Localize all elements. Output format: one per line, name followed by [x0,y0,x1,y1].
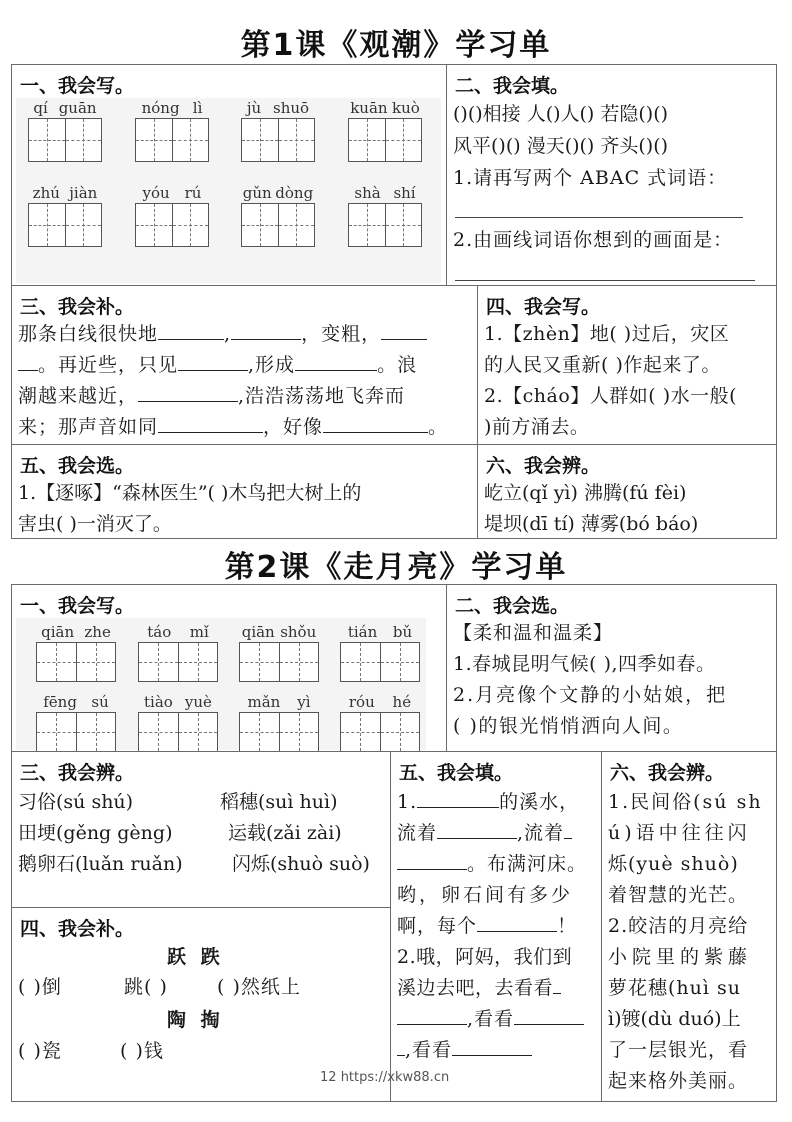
pinyin-word-box[interactable]: tián bǔ [340,622,420,682]
pinyin-word-box[interactable]: róu hé [340,692,420,752]
pinyin-word-box[interactable]: mǎn yì [239,692,319,752]
l1-section-write [11,64,447,286]
passage-line: ,看看 [397,1004,584,1035]
pinyin-choice[interactable]: 习俗(sú shú) [18,791,134,813]
source-url: https://xkw88.cn [340,1070,450,1085]
question-line[interactable]: 害虫( )一消灭了。 [18,513,172,535]
section-header: 五、我会选。 [20,455,135,477]
fill-blank[interactable] [553,974,561,994]
pinyin-word-box[interactable]: yóu rú [135,183,209,247]
pinyin-choice[interactable]: 稻穗(suì huì) [220,791,338,813]
passage-line: 2.哦，阿妈，我们到 [397,946,573,968]
answer-line[interactable] [455,217,743,218]
section-header: 五、我会填。 [399,762,514,784]
question-line: 2.月亮像个文静的小姑娘，把 [453,684,728,706]
fill-blank[interactable] [397,850,467,870]
pinyin-word-box[interactable]: jù shuō [241,98,315,162]
pinyin-word-box[interactable]: qiān zhe [36,622,116,682]
section-header: 一、我会写。 [20,75,135,97]
fill-item[interactable]: ( )钱 [120,1040,164,1062]
fill-item[interactable]: ( )倒 [18,976,62,998]
pinyin-word-box[interactable]: fēng sú [36,692,116,752]
question-line[interactable]: )前方涌去。 [484,416,590,438]
fill-blank[interactable] [564,819,572,839]
passage-line[interactable]: 烁(yuè shuò) [608,853,739,875]
passage-line: 哟，卵石间有多少 [397,884,574,906]
fill-blank[interactable] [397,1036,405,1056]
question-line[interactable]: 2.【cháo】人群如( )水一般( [484,385,738,407]
fill-blank[interactable] [158,320,224,340]
passage-line: 流着 ,流着 [397,818,572,849]
passage-line: 起来格外美丽。 [608,1070,749,1092]
l1-section-distinguish [477,444,777,539]
question-line[interactable]: ( )的银光悄悄洒向人间。 [453,715,684,737]
passage-line: 那条白线很快地 , ，变粗， [18,319,427,350]
section-header: 二、我会选。 [455,595,570,617]
idiom-fill-line[interactable]: ()()相接 人()人() 若隐()() [453,103,669,125]
passage-line: 潮越来越近， ,浩浩荡荡地飞奔而 [18,381,405,412]
l1-section-choose [11,444,478,539]
char-pair: 跃 跌 [167,946,224,968]
passage-line: 着智慧的光芒。 [608,884,749,906]
fill-item[interactable]: 跳( ) [124,976,168,998]
fill-item[interactable]: ( )然纸上 [217,976,301,998]
fill-blank[interactable] [295,351,377,371]
pinyin-choice[interactable]: 田埂(gěng gèng) [18,822,173,844]
pinyin-word-box[interactable]: zhú jiàn [28,183,102,247]
passage-line: 溪边去吧，去看看 [397,973,561,1004]
section-header: 四、我会补。 [20,918,135,940]
pinyin-choice[interactable]: 闪烁(shuò suò) [232,853,370,875]
fill-blank[interactable] [452,1036,532,1056]
fill-blank[interactable] [323,413,428,433]
page-footer [320,1070,449,1085]
section-header: 六、我会辨。 [610,762,725,784]
fill-blank[interactable] [477,912,557,932]
pinyin-word-box[interactable]: qí guān [28,98,102,162]
fill-blank[interactable] [138,382,238,402]
fill-blank[interactable] [381,320,427,340]
fill-blank[interactable] [18,351,38,371]
question-line[interactable]: 的人民又重新( )作起来了。 [484,354,721,376]
idiom-fill-line[interactable]: 风平()() 漫天()() 齐头()() [453,135,669,157]
passage-line: ,看看 [397,1035,532,1066]
pinyin-word-box[interactable]: tiào yuè [138,692,218,752]
passage-line[interactable]: 萝花穗(huì su [608,977,741,999]
fill-blank[interactable] [514,1005,584,1025]
pinyin-choice[interactable]: 鹅卵石(luǎn ruǎn) [18,853,183,875]
answer-line[interactable] [455,280,755,281]
fill-blank[interactable] [178,351,248,371]
fill-blank[interactable] [437,819,517,839]
fill-item[interactable]: ( )瓷 [18,1040,62,1062]
pinyin-word-box[interactable]: qiān shǒu [239,622,319,682]
fill-blank[interactable] [158,413,263,433]
fill-blank[interactable] [417,788,499,808]
passage-line[interactable]: 1.民间俗(sú sh [608,791,763,813]
l1-section-write-chars [477,285,777,445]
page-number: 12 [320,1070,337,1085]
lesson2-title: 第2课《走月亮》学习单 [224,550,568,585]
question-text: 1.请再写两个 ABAC 式词语： [453,167,728,189]
fill-blank[interactable] [397,1005,467,1025]
passage-line: 2.皎洁的月亮给 [608,915,749,937]
char-pair: 陶 掏 [167,1009,224,1031]
pinyin-choice-line[interactable]: 堤坝(dī tí) 薄雾(bó báo) [484,513,699,535]
pinyin-word-box[interactable]: shà shí [348,183,422,247]
pinyin-word-box[interactable]: kuān kuò [348,98,422,162]
question-line[interactable]: 1.【逐啄】“森林医生”( )木鸟把大树上的 [18,482,362,504]
passage-line: 。再近些，只见 ,形成 。浪 [18,350,417,381]
passage-line: 1. 的溪水， [397,787,579,818]
pinyin-choice[interactable]: 运载(zǎi zài) [228,822,342,844]
section-header: 三、我会辨。 [20,762,135,784]
l2-section-distinguish [11,751,391,908]
section-header: 三、我会补。 [20,296,135,318]
lesson1-title: 第1课《观潮》学习单 [240,28,552,63]
passage-line[interactable]: ú)语中往往闪 [608,822,751,844]
pinyin-choice-line[interactable]: 屹立(qǐ yì) 沸腾(fú fèi) [484,482,687,504]
word-options: 【柔和温和温柔】 [453,622,614,644]
l2-section-choose [446,584,777,752]
pinyin-word-box[interactable]: táo mǐ [138,622,218,682]
section-header: 二、我会填。 [455,75,570,97]
question-text: 2.由画线词语你想到的画面是： [453,229,734,251]
l1-section-fill [446,64,777,286]
l1-section-supplement [11,285,478,445]
l2-section-fill [390,751,602,1102]
question-line[interactable]: 1.【zhèn】地( )过后，灾区 [484,323,730,345]
passage-line[interactable]: ì)镀(dù duó)上 [608,1008,741,1030]
passage-line: 来；那声音如同 ，好像 。 [18,412,448,443]
l2-section-distinguish-2 [601,751,777,1102]
section-header: 四、我会写。 [486,296,601,318]
passage-line: 了一层银光，看 [608,1039,749,1061]
pinyin-word-box[interactable]: gǔn dòng [241,183,315,247]
l2-section-write [11,584,447,752]
question-line[interactable]: 1.春城昆明气候( ),四季如春。 [453,653,716,675]
passage-line: 小院里的紫藤 [608,946,753,968]
section-header: 六、我会辨。 [486,455,601,477]
section-header: 一、我会写。 [20,595,135,617]
fill-blank[interactable] [231,320,301,340]
passage-line: 。布满河床。 [397,849,587,880]
passage-line: 啊，每个 ！ [397,911,577,942]
pinyin-word-box[interactable]: nóng lì [135,98,209,162]
